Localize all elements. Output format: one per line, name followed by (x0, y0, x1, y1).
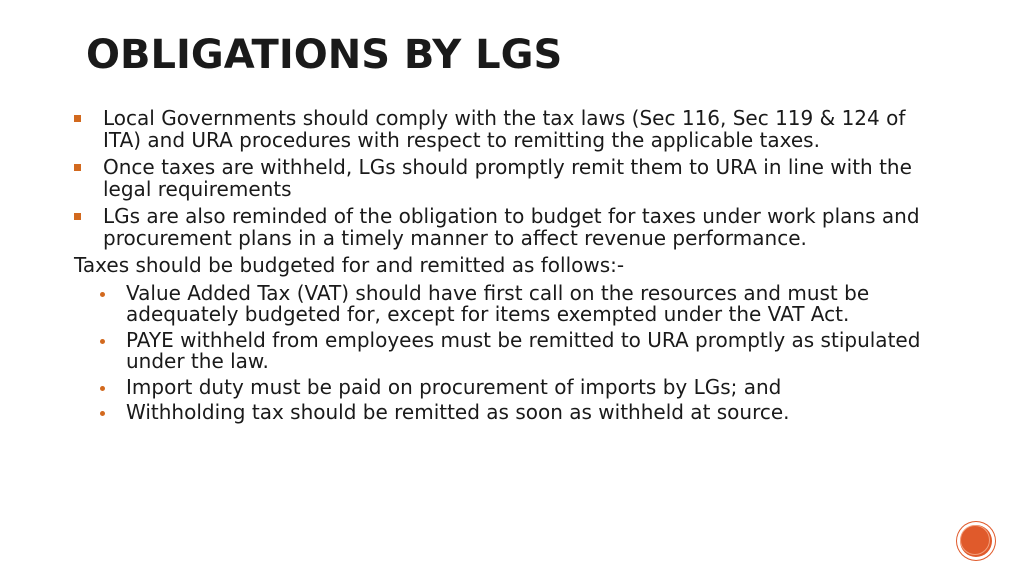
sub-bullet-item (74, 327, 944, 373)
bullet-item (74, 157, 944, 200)
page-number-badge (957, 522, 995, 560)
bullet-item (74, 108, 944, 151)
slide-title: OBLIGATIONS BY LGS (86, 32, 563, 78)
sub-bullet-item (74, 374, 944, 399)
square-bullet-icon (74, 164, 81, 171)
square-bullet-icon (74, 213, 81, 220)
bullet-text: Once taxes are withheld, LGs should promptly remit them to URA in line with the legal requirements (103, 155, 912, 201)
badge-ring (960, 525, 990, 555)
slide-body (74, 108, 944, 428)
round-bullet-icon (100, 339, 105, 344)
round-bullet-icon (100, 386, 105, 391)
round-bullet-icon (100, 292, 105, 297)
bullet-item (74, 206, 944, 249)
square-bullet-icon (74, 115, 81, 122)
round-bullet-icon (100, 411, 105, 416)
sub-bullet-item (74, 402, 944, 424)
sub-bullet-text: Value Added Tax (VAT) should have first call on the resources and must be adequately budgeted for, except for items exempted under the VAT Act. (126, 280, 870, 326)
sub-bullet-item (74, 280, 944, 326)
sub-bullet-text: PAYE withheld from employees must be remitted to URA promptly as stipulated under the law. (126, 327, 921, 373)
sub-bullet-text: Withholding tax should be remitted as soon as withheld at source. (126, 400, 790, 424)
bullet-text: Local Governments should comply with the tax laws (Sec 116, Sec 119 & 124 of ITA) and URA procedures with respect to remitting the applicable taxes. (103, 106, 906, 152)
sub-bullet-text: Import duty must be paid on procurement of imports by LGs; and (126, 374, 782, 399)
bullet-text: LGs are also reminded of the obligation to budget for taxes under work plans and procurement plans in a timely manner to affect revenue performance. (103, 204, 920, 250)
intro-text: Taxes should be budgeted for and remitted as follows:- (74, 253, 625, 277)
